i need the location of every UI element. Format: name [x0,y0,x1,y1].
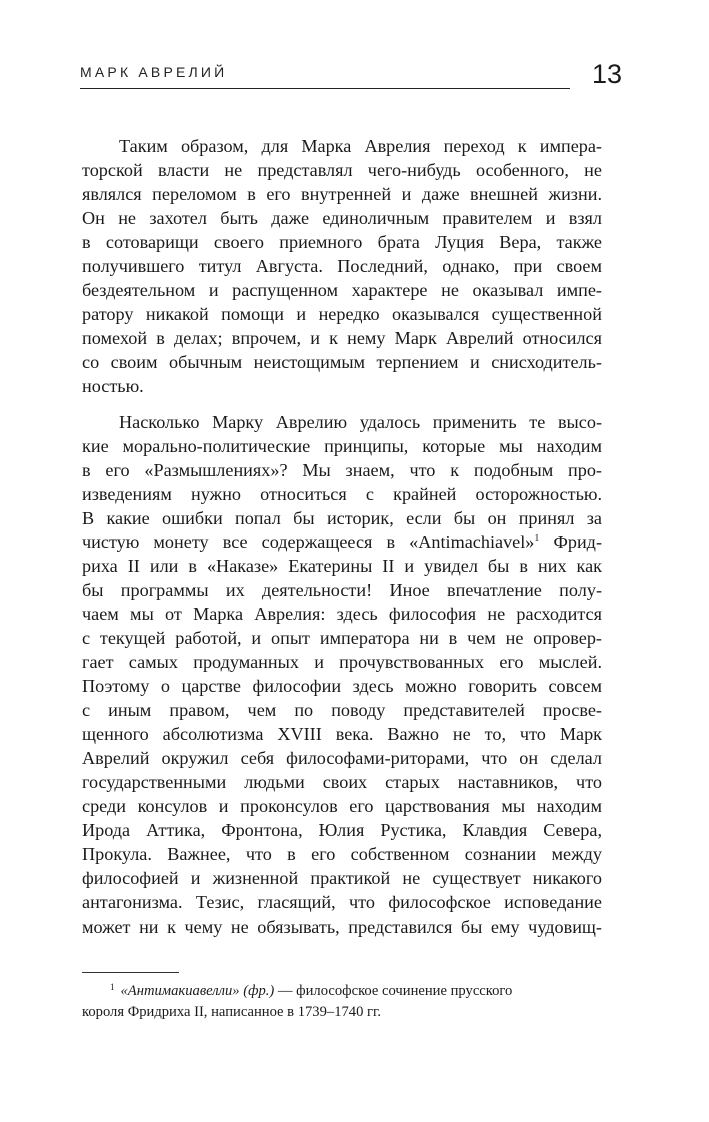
footnote-line: короля Фридриха II, написанное в 1739–1740 гг. [82,1004,382,1020]
text-line: Насколько Марку Аврелию удалось применить те высо- [119,411,602,432]
text-line-with-footnote [82,530,602,554]
text-line: Поэтому о царстве философии здесь можно говорить совсем [82,676,602,697]
footnote [82,981,602,1023]
text-line: изведениям нужно относиться с крайней осторожностью. [82,483,602,504]
text-line: в сотоварищи своего приемного брата Луция Вера, также [82,232,602,253]
text-line: философией и жизненной практикой не существует никакого [82,868,602,889]
text-line: В какие ошибки попал бы историк, если бы он принял за [82,507,602,528]
page-number: 13 [591,59,622,89]
text-line: риха II или в «Наказе» Екатерины II и увидел бы в них как [82,555,602,576]
running-title: МАРК АВРЕЛИЙ [80,64,228,80]
text-line: Прокула. Важнее, что в его собственном сознании между [82,844,602,865]
text-line: получившего титул Августа. Последний, однако, при своем [82,256,602,277]
text-line: гает самых продуманных и прочувствованных его мыслей. [82,651,602,672]
text-line: Таким образом, для Марка Аврелия переход к импера- [119,136,602,156]
text-line: ностью. [82,376,144,397]
text-line: среди консулов и проконсулов его царствования мы находим [82,796,602,817]
text-line: антагонизма. Тезис, гласящий, что философское исповедание [82,892,602,913]
text-fragment: Фрид- [539,531,602,552]
footnote-text: — философское сочинение прусского [274,983,513,999]
text-line: государственными людьми своих старых наставников, что [82,772,602,793]
text-line: бы программы их деятельности! Иное впечатление полу- [82,579,602,600]
text-line: кие морально-политические принципы, которые мы находим [82,435,602,456]
header-rule [80,88,570,89]
text-line: с текущей работой, и опыт императора ни в чем не опровер- [82,627,602,648]
text-fragment: чистую монету все содержащееся в «Antimachiavel» [82,531,535,552]
footnote-reference[interactable]: 1 [534,532,540,544]
footnote-rule [82,972,179,973]
text-line: торской власти не представлял чего-нибудь особенного, не [82,160,602,181]
text-line: помехой в делах; впрочем, и к нему Марк Аврелий относился [82,328,602,349]
text-line: Он не захотел быть даже единоличным правителем и взял [82,208,602,229]
paragraph-1 [82,134,602,399]
text-line: ратору никакой помощи и нередко оказывался существенной [82,304,602,325]
text-line: может ни к чему не обязывать, представился бы ему чудовищ- [82,916,602,937]
text-line: чаем мы от Марка Аврелия: здесь философия не расходится [82,603,602,624]
text-line: Аврелий окружил себя философами-риторами, что он сделал [82,748,602,769]
paragraph-2 [82,410,602,939]
text-line: щенного абсолютизма XVIII века. Важно не то, что Марк [82,724,602,745]
footnote-line [82,981,602,1002]
footnote-number: 1 [110,982,115,992]
text-line: Ирода Аттика, Фронтона, Юлия Рустика, Клавдия Севера, [82,820,602,841]
text-line: с иным правом, чем по поводу представителей просве- [82,700,602,721]
body-text [82,134,602,939]
text-line: бездеятельном и распущенном характере не оказывал импе- [82,280,602,301]
footnote-term: «Антимакиавелли» (фр.) [120,983,275,999]
text-line: со своим обычным неистощимым терпением и снисходитель- [82,352,602,373]
text-line: являлся переломом в его внутренней и даже внешней жизни. [82,184,602,205]
text-line: в его «Размышлениях»? Мы знаем, что к подобным про- [82,459,602,480]
